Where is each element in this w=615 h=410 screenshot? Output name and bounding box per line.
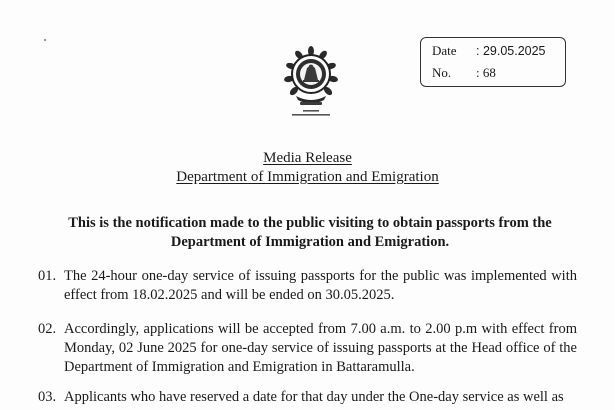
number-label: No.	[432, 65, 452, 80]
department-emblem-icon	[282, 46, 340, 120]
paragraph-3	[38, 388, 577, 407]
paragraph-number: 01.	[38, 268, 57, 284]
paragraph-text: Applicants who have reserved a date for that day under the One-day service as well as	[64, 389, 564, 405]
notice-heading: This is the notification made to the public visiting to obtain passports from the Department of Immigration and Emigration.	[68, 215, 552, 250]
number-value: : 68	[476, 65, 496, 80]
paragraph-text: The 24-hour one-day service of issuing passports for the public was implemented with effect from 18.02.2025 and will be ended on 30.05.2025.	[64, 268, 577, 303]
paragraph-text: Accordingly, applications will be accepted from 7.00 a.m. to 2.00 p.m with effect from Monday, 02 June 2025 for one-day service of issuing passports at the Head office of the Department of Immigration and Emigration in Battaramulla.	[64, 321, 577, 375]
paragraph-number: 03.	[38, 389, 57, 405]
date-row	[432, 44, 546, 58]
date-label: Date	[432, 43, 457, 58]
date-value: : 29.05.2025	[476, 44, 546, 58]
scan-speck	[44, 39, 46, 41]
reference-box	[420, 37, 566, 87]
department-title: Department of Immigration and Emigration	[176, 169, 439, 185]
paragraph-2	[38, 320, 577, 377]
paragraph-1	[38, 267, 577, 305]
number-row	[432, 66, 496, 80]
paragraph-number: 02.	[38, 321, 57, 337]
media-release-title: Media Release	[263, 150, 352, 166]
